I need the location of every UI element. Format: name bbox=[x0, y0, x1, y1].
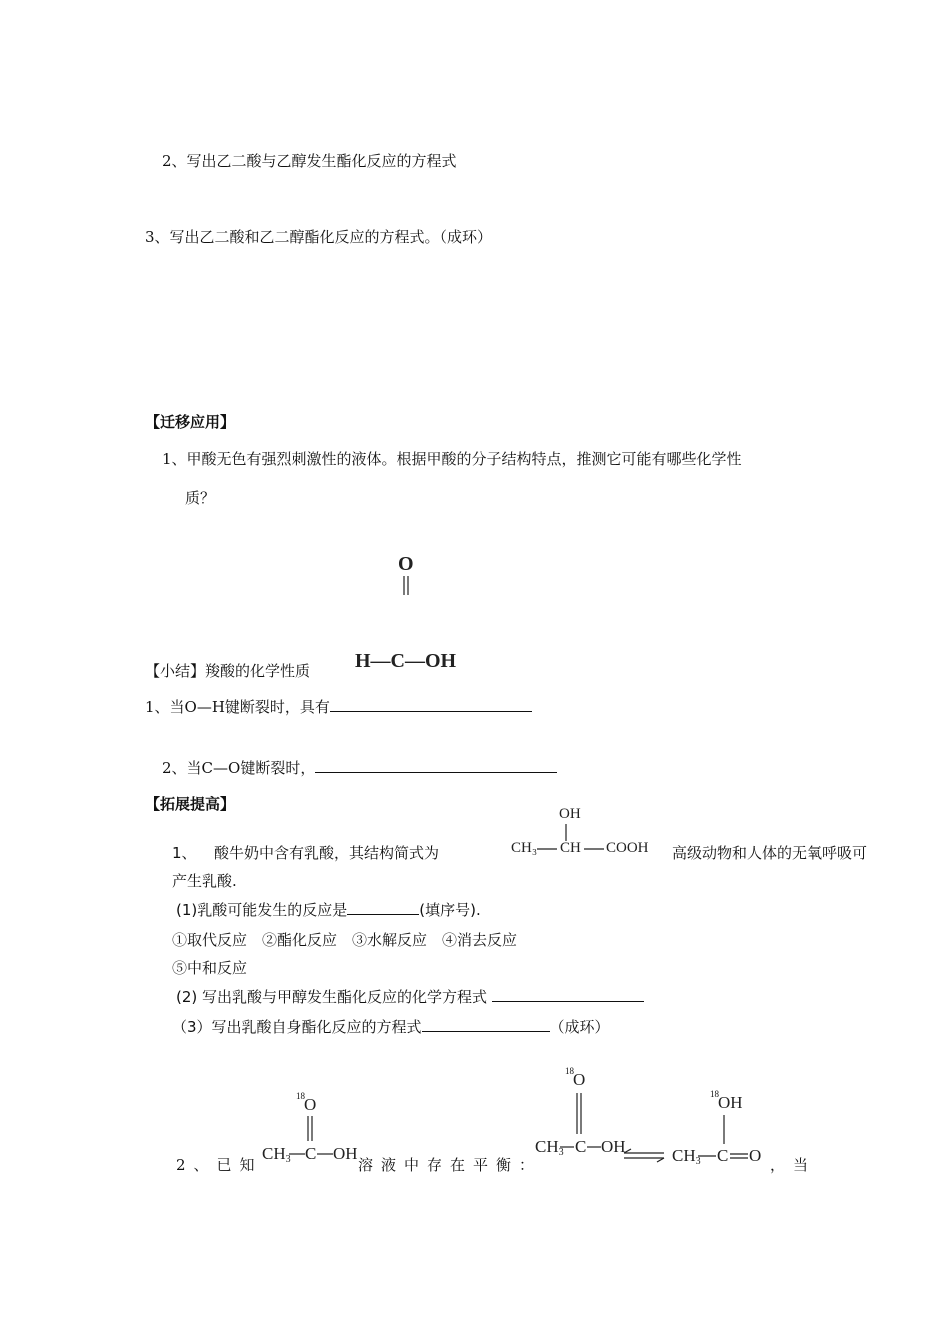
ch3-group: $CH_3$ bbox=[672, 1146, 701, 1167]
single-bond-icon bbox=[586, 1137, 602, 1157]
lactic-ch: CH bbox=[560, 840, 581, 856]
carbonyl-o: O bbox=[573, 1070, 586, 1089]
extension-q2-prefix: 2、已知 bbox=[176, 1156, 263, 1174]
extension-sub3-note: （成环） bbox=[549, 1018, 610, 1036]
carbonyl-o: O bbox=[749, 1146, 762, 1165]
answer-blank[interactable] bbox=[422, 1017, 550, 1032]
summary-heading: 【小结】羧酸的化学性质 bbox=[145, 662, 311, 680]
summary-line-1-text: 1、当O—H键断裂时，具有 bbox=[145, 698, 330, 716]
transfer-heading: 【迁移应用】 bbox=[145, 413, 236, 431]
reaction-options: ①取代反应 ②酯化反应 ③水解反应 ④消去反应 bbox=[172, 931, 518, 949]
summary-line-1 bbox=[145, 697, 532, 717]
single-bond-icon bbox=[697, 1146, 717, 1166]
ch3-group: $CH_3$ bbox=[535, 1137, 564, 1158]
isotope-label: 18 bbox=[296, 1091, 305, 1101]
single-bond-icon bbox=[582, 840, 606, 860]
extension-sub2 bbox=[176, 987, 644, 1007]
extension-q2-middle: 溶液中存在平衡： bbox=[358, 1156, 543, 1174]
extension-q1-suffix: 高级动物和人体的无氧呼吸可 bbox=[672, 844, 868, 862]
extension-heading: 【拓展提高】 bbox=[145, 795, 236, 813]
extension-q1-line2: 产生乳酸. bbox=[172, 872, 237, 890]
lactic-oh: OH bbox=[559, 806, 581, 822]
hydroxyl-group: OH bbox=[333, 1144, 358, 1163]
summary-line-2 bbox=[162, 758, 557, 778]
summary-line-2-text: 2、当C—O键断裂时， bbox=[162, 759, 316, 777]
carbon-atom: C bbox=[305, 1144, 317, 1163]
extension-sub1-text: (1)乳酸可能发生的反应是 bbox=[176, 901, 348, 919]
extension-q2-suffix: ，当 bbox=[770, 1156, 817, 1174]
question-2: 2、写出乙二酸与乙醇发生酯化反应的方程式 bbox=[162, 152, 457, 170]
extension-q1-text: 酸牛奶中含有乳酸，其结构简式为 bbox=[214, 844, 440, 862]
extension-sub1 bbox=[176, 900, 481, 920]
lactic-ch3: CH₃ bbox=[511, 840, 538, 856]
single-bond-icon bbox=[535, 840, 559, 860]
single-bond-icon bbox=[316, 1144, 334, 1164]
answer-blank[interactable] bbox=[492, 987, 644, 1002]
double-bond-icon bbox=[400, 575, 414, 597]
carbonyl-o: O bbox=[304, 1095, 317, 1114]
extension-sub3-text: （3）写出乳酸自身酯化反应的方程式 bbox=[172, 1018, 422, 1036]
carbon-atom: C bbox=[575, 1137, 587, 1156]
hydroxyl-group: OH bbox=[718, 1093, 743, 1112]
lactic-cooh: COOH bbox=[606, 840, 649, 856]
formic-carbonyl-o: O bbox=[398, 553, 414, 575]
answer-blank[interactable] bbox=[347, 900, 419, 915]
double-bond-icon bbox=[573, 1092, 585, 1136]
equilibrium-arrow-icon bbox=[622, 1148, 666, 1164]
single-bond-icon bbox=[720, 1114, 728, 1146]
formic-main-chain: H—C—OH bbox=[355, 650, 457, 672]
answer-blank[interactable] bbox=[315, 758, 557, 773]
ch3-group: $CH_3$ bbox=[262, 1144, 291, 1165]
carbon-atom: C bbox=[717, 1146, 729, 1165]
extension-sub3 bbox=[172, 1017, 610, 1037]
transfer-question-1-line2: 质？ bbox=[185, 489, 216, 507]
extension-sub1-note: (填序号). bbox=[419, 901, 481, 919]
double-bond-icon bbox=[729, 1146, 749, 1166]
double-bond-icon bbox=[304, 1115, 316, 1143]
extension-sub2-text: (2) 写出乳酸与甲醇发生酯化反应的化学方程式 bbox=[176, 988, 488, 1006]
transfer-question-1-line1: 1、甲酸无色有强烈刺激性的液体。根据甲酸的分子结构特点，推测它可能有哪些化学性 bbox=[162, 450, 742, 468]
reaction-option-5: ⑤中和反应 bbox=[172, 959, 248, 977]
answer-blank[interactable] bbox=[330, 697, 532, 712]
hydroxyl-group: OH bbox=[601, 1137, 626, 1156]
isotope-label: 18 bbox=[710, 1089, 719, 1099]
extension-q1-prefix: 1、 bbox=[172, 844, 197, 862]
isotope-label: 18 bbox=[565, 1066, 574, 1076]
question-3: 3、写出乙二酸和乙二醇酯化反应的方程式。（成环） bbox=[145, 228, 493, 246]
single-bond-icon bbox=[288, 1144, 306, 1164]
single-bond-icon bbox=[559, 1137, 575, 1157]
